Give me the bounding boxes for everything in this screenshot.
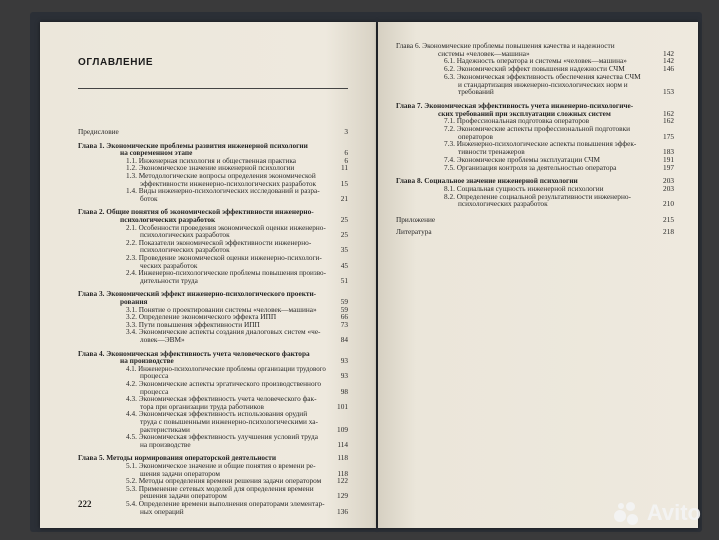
right-page bbox=[378, 22, 698, 528]
toc-entry-page: 98 bbox=[340, 386, 348, 396]
toc-entry-page: 210 bbox=[663, 199, 674, 209]
toc-entry-text: Глава 3. Экономический эффект инженерно-психологического проекти- bbox=[78, 289, 317, 299]
toc-entry-text: рактеристиками bbox=[140, 424, 190, 434]
toc-entry-text: 3.1. Понятие о проектировании системы «человек—машина» bbox=[126, 304, 317, 314]
toc-entry-text: Глава 6. Экономические проблемы повышения качества и надежности bbox=[396, 41, 615, 50]
toc-entry-text: 5.2. Методы определения времени решения задачи оператором bbox=[126, 476, 322, 486]
toc-entry-text: на производстве bbox=[120, 356, 174, 366]
toc-entry-text: решения задачи оператором bbox=[140, 491, 227, 501]
toc-entry-text: Глава 7. Экономическая эффективность учета инженерно-психологиче- bbox=[396, 100, 634, 110]
toc-entry-page: 59 bbox=[340, 297, 348, 306]
toc-entry-text: психологических разработок bbox=[458, 199, 548, 209]
toc-entry-text: 1.1. Инженерная психология и общественная практика bbox=[126, 155, 297, 165]
toc-entry-text: 2.1. Особенности проведения экономической оценки инженерно- bbox=[126, 222, 326, 232]
avito-watermark bbox=[614, 500, 701, 526]
toc-entry-text: 7.4. Экономические проблемы эксплуатации СЧМ bbox=[444, 154, 600, 164]
toc-entry-text: на современном этапе bbox=[120, 148, 193, 158]
toc-entry-text: операторов bbox=[458, 131, 493, 141]
toc-entry-page: 59 bbox=[340, 304, 348, 314]
toc-entry-text: 3.2. Определение экономического эффекта ИПП bbox=[126, 312, 277, 322]
avito-logo-icon bbox=[614, 500, 642, 526]
toc-entry-page: 3 bbox=[344, 127, 348, 136]
toc-entry-text: Глава 1. Экономические проблемы развития инженерной психологии bbox=[78, 140, 308, 150]
toc-entry-page: 93 bbox=[340, 356, 348, 366]
toc-entry-page: 197 bbox=[663, 162, 674, 172]
toc-entry-page: 218 bbox=[663, 226, 674, 236]
toc-entry-page: 153 bbox=[663, 87, 674, 97]
toc-entry-text: системы «человек—машина» bbox=[438, 48, 530, 58]
toc-entry-text: Приложение bbox=[396, 215, 436, 224]
toc-entry-page: 162 bbox=[663, 108, 674, 118]
toc-entry-page: 118 bbox=[337, 468, 348, 478]
toc-entry-page: 11 bbox=[340, 163, 348, 173]
watermark-text: Avito bbox=[646, 500, 701, 525]
toc-entry-text: тивности тренажеров bbox=[458, 147, 525, 157]
toc-entry-page: 129 bbox=[337, 491, 348, 501]
toc-entry-text: 8.1. Социальная сущность инженерной психологии bbox=[444, 183, 604, 193]
toc-entry-page: 109 bbox=[337, 424, 348, 434]
toc-entry-text: 2.4. Инженерно-психологические проблемы повышения произво- bbox=[126, 268, 326, 278]
toc-entry-page: 175 bbox=[663, 131, 674, 141]
toc-entry-page: 15 bbox=[340, 178, 348, 188]
toc-entry-text: 4.1. Инженерно-психологические проблемы организации трудового bbox=[126, 363, 326, 373]
toc-entry-text: ческих разработок bbox=[140, 260, 198, 270]
divider-rule bbox=[78, 88, 348, 89]
toc-entry-text: 4.2. Экономические аспекты эргатического производственного bbox=[126, 379, 322, 388]
toc-entry-text: и стандартизация инженерно-психологических норм и bbox=[458, 79, 628, 89]
toc-entry-page: 66 bbox=[340, 312, 348, 322]
toc-entry-page: 25 bbox=[340, 230, 348, 240]
toc-entry-text: Глава 5. Методы нормирования операторской деятельности bbox=[78, 453, 277, 463]
toc-entry-text: 7.1. Профессиональная подготовка операторов bbox=[444, 116, 590, 126]
toc-entry-page: 142 bbox=[663, 48, 674, 58]
toc-entry-page: 118 bbox=[337, 453, 348, 463]
toc-entry-text: 2.3. Проведение экономической оценки инженерно-психологи- bbox=[126, 253, 322, 262]
toc-entry-text: 5.3. Применение сетевых моделей для определения времени bbox=[126, 483, 314, 493]
toc-entry-text: шения задачи оператором bbox=[140, 468, 221, 478]
toc-entry-text: труда с повышенными инженерно-психологическими ха- bbox=[140, 417, 318, 426]
toc-entry-page: 45 bbox=[340, 260, 348, 270]
toc-entry-text: Литература bbox=[396, 226, 432, 236]
toc-entry-text: 6.1. Надежность оператора и системы «человек—машина» bbox=[444, 56, 627, 66]
toc-title: ОГЛАВЛЕНИЕ bbox=[78, 57, 154, 68]
toc-entry-text: эффективности инженерно-психологических разработок bbox=[140, 178, 317, 188]
toc-entry-text: процесса bbox=[140, 371, 169, 381]
toc-entry-text: 2.2. Показатели экономической эффективности инженерно- bbox=[126, 237, 312, 247]
toc-entry-text: 4.5. Экономическая эффективность улучшения условий труда bbox=[126, 432, 318, 442]
toc-entry-text: 6.3. Экономическая эффективность обеспечения качества СЧМ bbox=[444, 71, 641, 81]
toc-entry-text: процесса bbox=[140, 386, 169, 396]
toc-entry-text: Предисловие bbox=[78, 127, 119, 136]
toc-entry-page: 203 bbox=[663, 183, 674, 193]
toc-entry-text: 1.3. Методологические вопросы определения экономической bbox=[126, 171, 316, 180]
toc-entry-page: 146 bbox=[663, 64, 674, 74]
toc-entry-text: 5.4. Определение времени выполнения операторами элементар- bbox=[126, 499, 325, 508]
toc-entry-text: ных операций bbox=[140, 506, 184, 516]
toc-entry-page: 93 bbox=[340, 371, 348, 381]
toc-entry-text: 4.3. Экономическая эффективность учета человеческого фак- bbox=[126, 394, 317, 404]
toc-entry-text: 7.2. Экономические аспекты профессиональной подготовки bbox=[444, 124, 631, 133]
toc-entry-page: 191 bbox=[663, 154, 674, 164]
toc-entry-page: 101 bbox=[337, 401, 348, 411]
toc-entry-page: 21 bbox=[340, 193, 348, 203]
left-page bbox=[40, 22, 376, 528]
page-number: 222 bbox=[78, 499, 92, 509]
toc-entry-text: 4.4. Экономическая эффективность использования орудий bbox=[126, 409, 308, 419]
toc-entry-page: 203 bbox=[663, 176, 674, 186]
toc-entry-text: психологических разработок bbox=[140, 230, 230, 240]
toc-entry-text: психологических разработок bbox=[120, 215, 216, 224]
toc-entry-page: 162 bbox=[663, 116, 674, 126]
toc-entry-text: 3.3. Пути повышения эффективности ИПП bbox=[126, 319, 260, 329]
toc-entry-page: 215 bbox=[663, 215, 674, 224]
toc-entry-text: ловек—ЭВМ» bbox=[140, 335, 185, 344]
toc-entry-text: дительности труда bbox=[140, 275, 198, 285]
toc-entry-text: 6.2. Экономический эффект повышения надежности СЧМ bbox=[444, 64, 625, 74]
toc-entry-page: 35 bbox=[340, 245, 348, 255]
toc-entry-text: 7.3. Инженерно-психологические аспекты повышения эффек- bbox=[444, 139, 637, 149]
toc-entry-text: 8.2. Определение социальной результативности инженерно- bbox=[444, 191, 631, 201]
toc-entry-text: 5.1. Экономическое значение и общие понятия о времени ре- bbox=[126, 461, 316, 470]
toc-entry-text: Глава 8. Социальное значение инженерной психологии bbox=[396, 176, 578, 186]
toc-entry-text: требований bbox=[458, 87, 494, 97]
toc-entry-text: тора при организации труда работников bbox=[140, 401, 264, 411]
toc-entry-page: 25 bbox=[340, 215, 348, 224]
toc-entry-text: 1.2. Экономическое значение инженерной психологии bbox=[126, 163, 295, 173]
toc-entry-page: 84 bbox=[340, 335, 348, 344]
toc-entry-page: 183 bbox=[663, 147, 674, 157]
toc-entry-page: 122 bbox=[337, 476, 348, 486]
toc-entry-page: 6 bbox=[344, 148, 348, 158]
toc-entry-text: психологических разработок bbox=[140, 245, 230, 255]
toc-entry-page: 51 bbox=[340, 275, 348, 285]
toc-entry-text: 3.4. Экономические аспекты создания диалоговых систем «че- bbox=[126, 327, 321, 337]
toc-entry-page: 114 bbox=[337, 439, 348, 449]
toc-entry-text: 1.4. Виды инженерно-психологических исследований и разра- bbox=[126, 186, 320, 196]
toc-entry-page: 142 bbox=[663, 56, 674, 66]
toc-entry-page: 73 bbox=[340, 319, 348, 329]
toc-entry-page: 6 bbox=[344, 155, 348, 165]
toc-entry-text: ских требований при эксплуатации сложных систем bbox=[438, 108, 611, 118]
toc-entry-text: Глава 2. Общие понятия об экономической эффективности инженерно- bbox=[78, 207, 314, 217]
toc-entry-text: боток bbox=[140, 193, 158, 203]
toc-entry-text: 7.5. Организация контроля за деятельностью оператора bbox=[444, 162, 617, 172]
toc-entry-text: на производстве bbox=[140, 439, 191, 449]
toc-entry-page: 136 bbox=[337, 506, 348, 516]
toc-entry-text: Глава 4. Экономическая эффективность учета человеческого фактора bbox=[78, 348, 310, 358]
toc-entry-text: рования bbox=[120, 297, 148, 306]
